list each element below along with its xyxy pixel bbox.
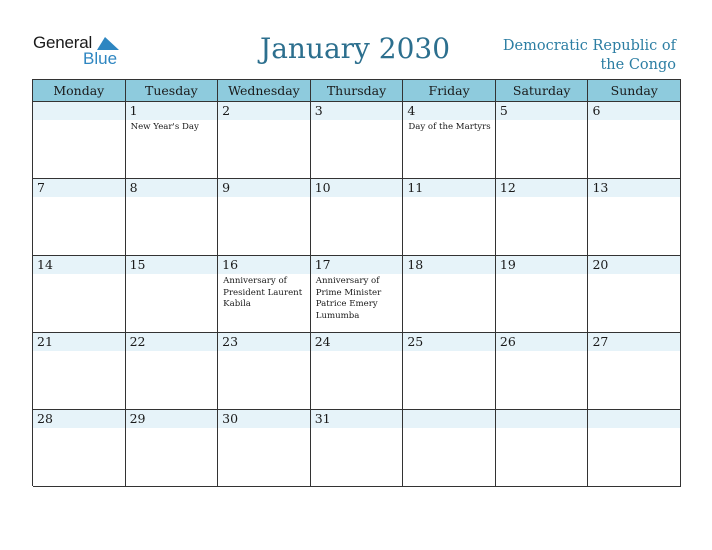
day-cell [218, 410, 311, 487]
holiday-label: New Year's Day [130, 122, 199, 132]
day-cell [218, 102, 311, 179]
week-row [33, 256, 681, 333]
calendar-grid [32, 79, 681, 486]
day-cell [403, 410, 496, 487]
calendar-title: January 2030 [259, 32, 451, 65]
day-number: 1 [129, 103, 138, 118]
day-number: 3 [314, 103, 323, 118]
day-cell [403, 333, 496, 410]
day-cell [311, 102, 404, 179]
weekday-header: Tuesday [126, 80, 219, 102]
day-cell [496, 179, 589, 256]
day-number: 25 [407, 334, 424, 349]
day-number: 18 [407, 257, 424, 272]
day-number: 28 [37, 411, 53, 426]
day-number: 20 [592, 257, 609, 272]
logo-blue-text: Blue [83, 49, 118, 68]
day-number: 30 [222, 411, 239, 426]
day-number: 29 [129, 411, 146, 426]
day-cell [403, 179, 496, 256]
day-cell [588, 102, 681, 179]
day-number: 5 [499, 103, 508, 118]
week-row [33, 333, 681, 410]
day-cell [496, 256, 589, 333]
day-cell [126, 410, 219, 487]
day-cell [33, 179, 126, 256]
day-cell [588, 333, 681, 410]
day-number: 27 [592, 334, 609, 349]
day-number: 17 [314, 257, 331, 272]
day-number: 6 [592, 103, 601, 118]
generalblue-logo [33, 33, 123, 69]
day-number: 7 [37, 180, 45, 195]
day-cell [126, 256, 219, 333]
day-cell [311, 179, 404, 256]
day-number: 4 [407, 103, 416, 118]
day-cell [403, 256, 496, 333]
day-cell [311, 333, 404, 410]
logo-general-text: General [33, 33, 93, 52]
day-cell [33, 333, 126, 410]
day-cell [588, 179, 681, 256]
logo-triangle-icon [97, 36, 119, 50]
day-cell [496, 102, 589, 179]
day-number: 12 [499, 180, 516, 195]
day-number: 15 [129, 257, 146, 272]
day-cell [126, 102, 219, 179]
day-cell [33, 256, 126, 333]
day-cell [588, 256, 681, 333]
day-cell [218, 256, 311, 333]
day-number: 10 [314, 180, 331, 195]
day-cell [126, 333, 219, 410]
holiday-label: Anniversary of President Laurent Kabila [223, 276, 303, 309]
day-cell [218, 179, 311, 256]
day-number: 19 [499, 257, 516, 272]
day-cell [311, 256, 404, 333]
weekday-header: Saturday [496, 80, 589, 102]
day-number: 23 [222, 334, 239, 349]
day-cell [311, 410, 404, 487]
day-number: 13 [592, 180, 609, 195]
weekday-header: Monday [33, 80, 126, 102]
day-cell [126, 179, 219, 256]
weekday-header: Friday [403, 80, 496, 102]
day-cell [403, 102, 496, 179]
day-cell [33, 410, 126, 487]
week-row [33, 102, 681, 179]
day-number: 31 [314, 411, 331, 426]
weekday-header-row [33, 80, 681, 102]
day-cell [218, 333, 311, 410]
day-number: 22 [129, 334, 146, 349]
week-row [33, 410, 681, 487]
day-number: 9 [222, 180, 231, 195]
day-number: 14 [37, 257, 53, 272]
week-row [33, 179, 681, 256]
weekday-header: Wednesday [218, 80, 311, 102]
day-number: 16 [222, 257, 239, 272]
day-number: 24 [314, 334, 331, 349]
day-number: 2 [222, 103, 231, 118]
day-number: 21 [37, 334, 53, 349]
day-number: 26 [499, 334, 516, 349]
day-cell [588, 410, 681, 487]
day-cell [33, 102, 126, 179]
weekday-header: Sunday [588, 80, 681, 102]
holiday-label: Day of the Martyrs [408, 122, 491, 132]
day-cell [496, 410, 589, 487]
day-number: 11 [407, 180, 424, 195]
holiday-label: Anniversary of Prime Minister Patrice Emery Lumumba [315, 276, 382, 321]
weekday-header: Thursday [311, 80, 404, 102]
day-cell [496, 333, 589, 410]
day-number: 8 [129, 180, 138, 195]
country-name: Democratic Republic of the Congo [502, 38, 676, 73]
